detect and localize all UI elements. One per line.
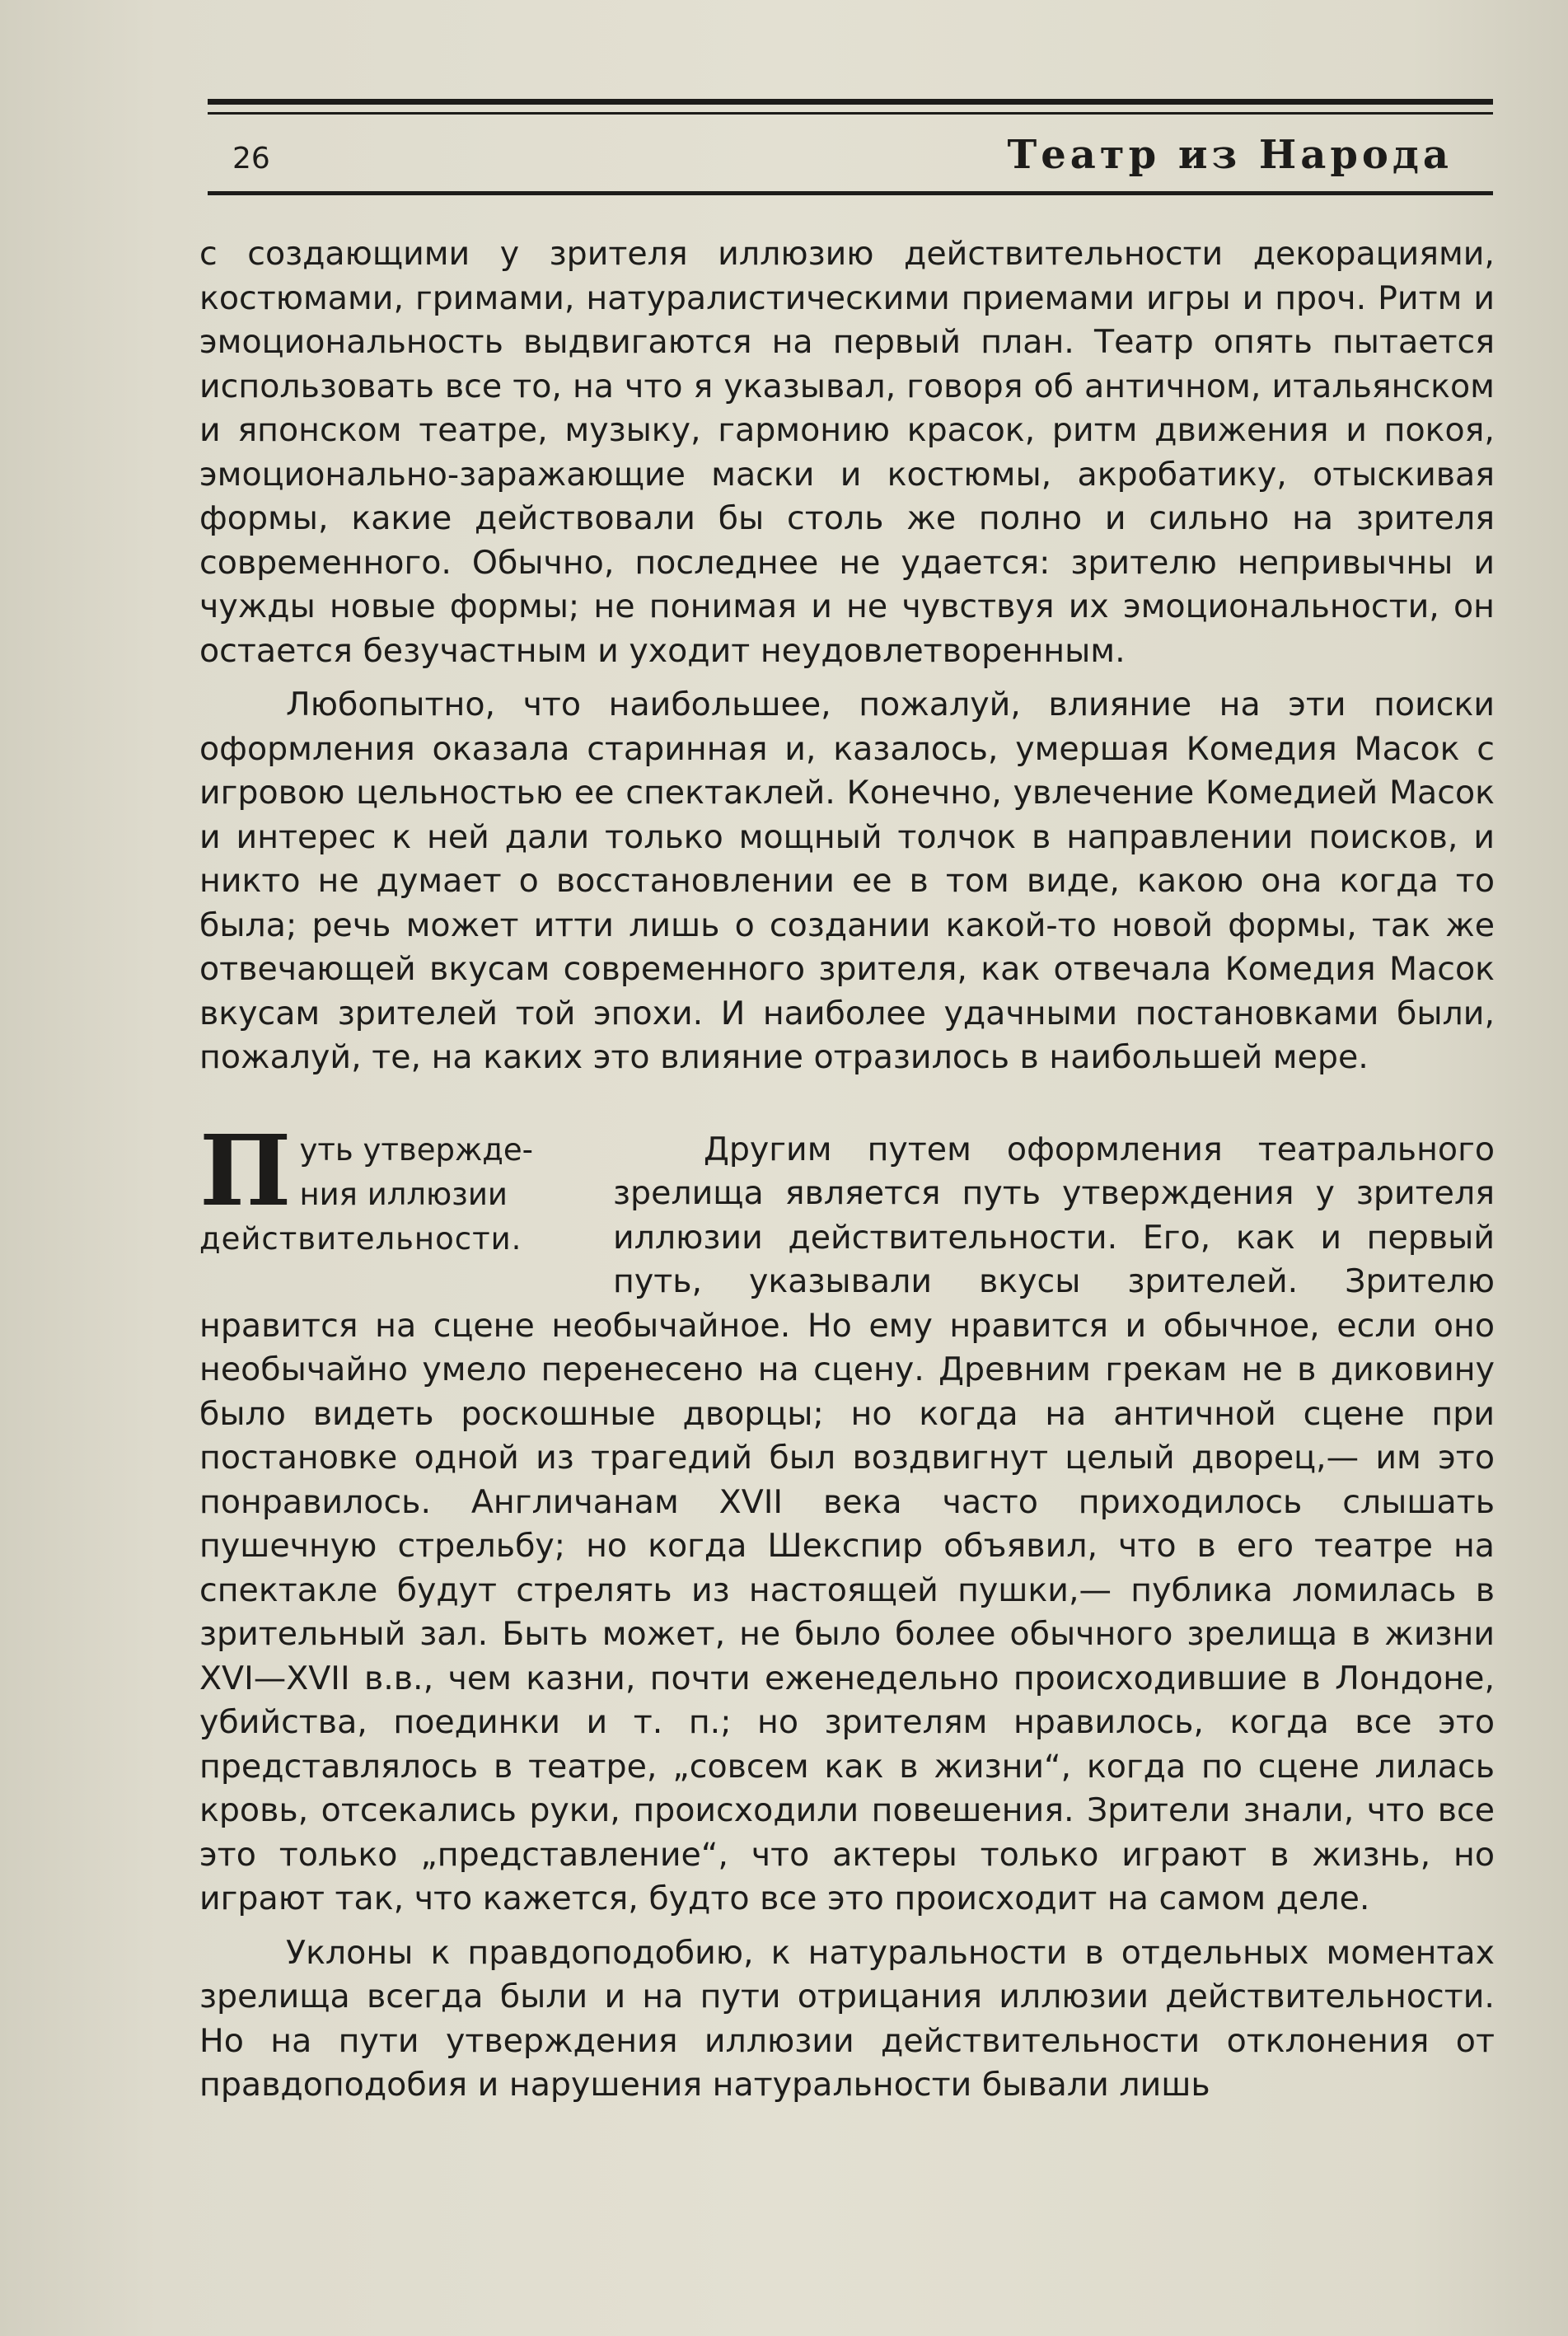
body-text — [199, 232, 1495, 2108]
running-title: Театр из Народа — [1007, 132, 1453, 178]
heading-line-2: ния иллюзии — [299, 1176, 508, 1212]
drop-cap: П — [199, 1112, 292, 1228]
header-rule-top — [208, 99, 1493, 105]
paragraph-2: Любопытно, что наибольшее, пожалуй, влияние на эти поиски оформления оказала старинная и, казалось, умершая Комедия Масок с игровою цельностью ее спектаклей. Конечно, увлечение Комедией Масок и интерес к ней дали только мощный толчок в направлении поисков, и никто не думает о восстановлении ее в том виде, какою она когда то была; речь может итти лишь о создании какой-то новой формы, так же отвечающей вкусам современного зрителя, как отвечала Комедия Масок вкусам зрителей той эпохи. И наиболее удачными постановками были, пожалуй, те, на каких это влияние отразилось в наибольшей мере. — [199, 686, 1495, 1076]
paragraph-3: Другим путем оформления театрального зрелища является путь утверждения у зрителя иллюзии действительности. Его, как и первый путь, указывали вкусы зрителей. Зрителю нравится на сцене необычайное. Но ему нравится и обычное, если оно необычайно умело перенесено на сцену. Древним грекам не в диковину было видеть роскошные дворцы; но когда на античной сцене при постановке одной из трагедий был воздвигнут целый дворец,— им это понравилось. Англичанам XVII века часто приходилось слышать пушечную стрельбу; но когда Шекспир объявил, что в его театре на спектакле будут стрелять из настоящей пушки,— публика ломилась в зрительный зал. Быть может, не было более обычного зрелища в жизни XVI—XVII в.в., чем казни, почти еженедельно происходившие в Лондоне, убийства, поединки и т. п.; но зрителям нравилось, когда все это представлялось в театре, „совсем как в жизни“, когда по сцене лилась кровь, отсекались руки, происходили повешения. Зрители знали, что все это только „представление“, что актеры только играют в жизнь, но играют так, что кажется, будто все это происходит на самом деле. — [199, 1130, 1495, 1917]
page-number: 26 — [232, 142, 270, 176]
paragraph-4: Уклоны к правдоподобию, к натуральности в отдельных моментах зрелища всегда были и на пути отрицания иллюзии действительности. Но на пути утверждения иллюзии действительности отклонения от правдоподобия и нарушения натуральности бывали лишь — [199, 1933, 1495, 2104]
marginal-heading — [199, 1112, 583, 1262]
header-rule-thin — [208, 112, 1493, 115]
section-block — [199, 1112, 1495, 1922]
paragraph-1: с создающими у зрителя иллюзию действительности декорациями, костюмами, гримами, натуралистическими приемами игры и проч. Ритм и эмоциональность выдвигаются на первый план. Театр опять пытается использовать все то, на что я указывал, говоря об античном, итальянском и японском театре, музыку, гармонию красок, ритм движения и покоя, эмоционально-заражающие маски и костюмы, акробатику, отыскивая формы, какие действовали бы столь же полно и сильно на зрителя современного. Обычно, последнее не удается: зрителю непривычны и чужды новые формы; не понимая и не чувствуя их эмоциональности, он остается безучастным и уходит неудовлетворенным. — [199, 235, 1495, 670]
header-rule-bottom — [208, 191, 1493, 195]
heading-line-1: уть утвержде- — [299, 1131, 533, 1168]
heading-line-3: действительности. — [199, 1220, 522, 1257]
